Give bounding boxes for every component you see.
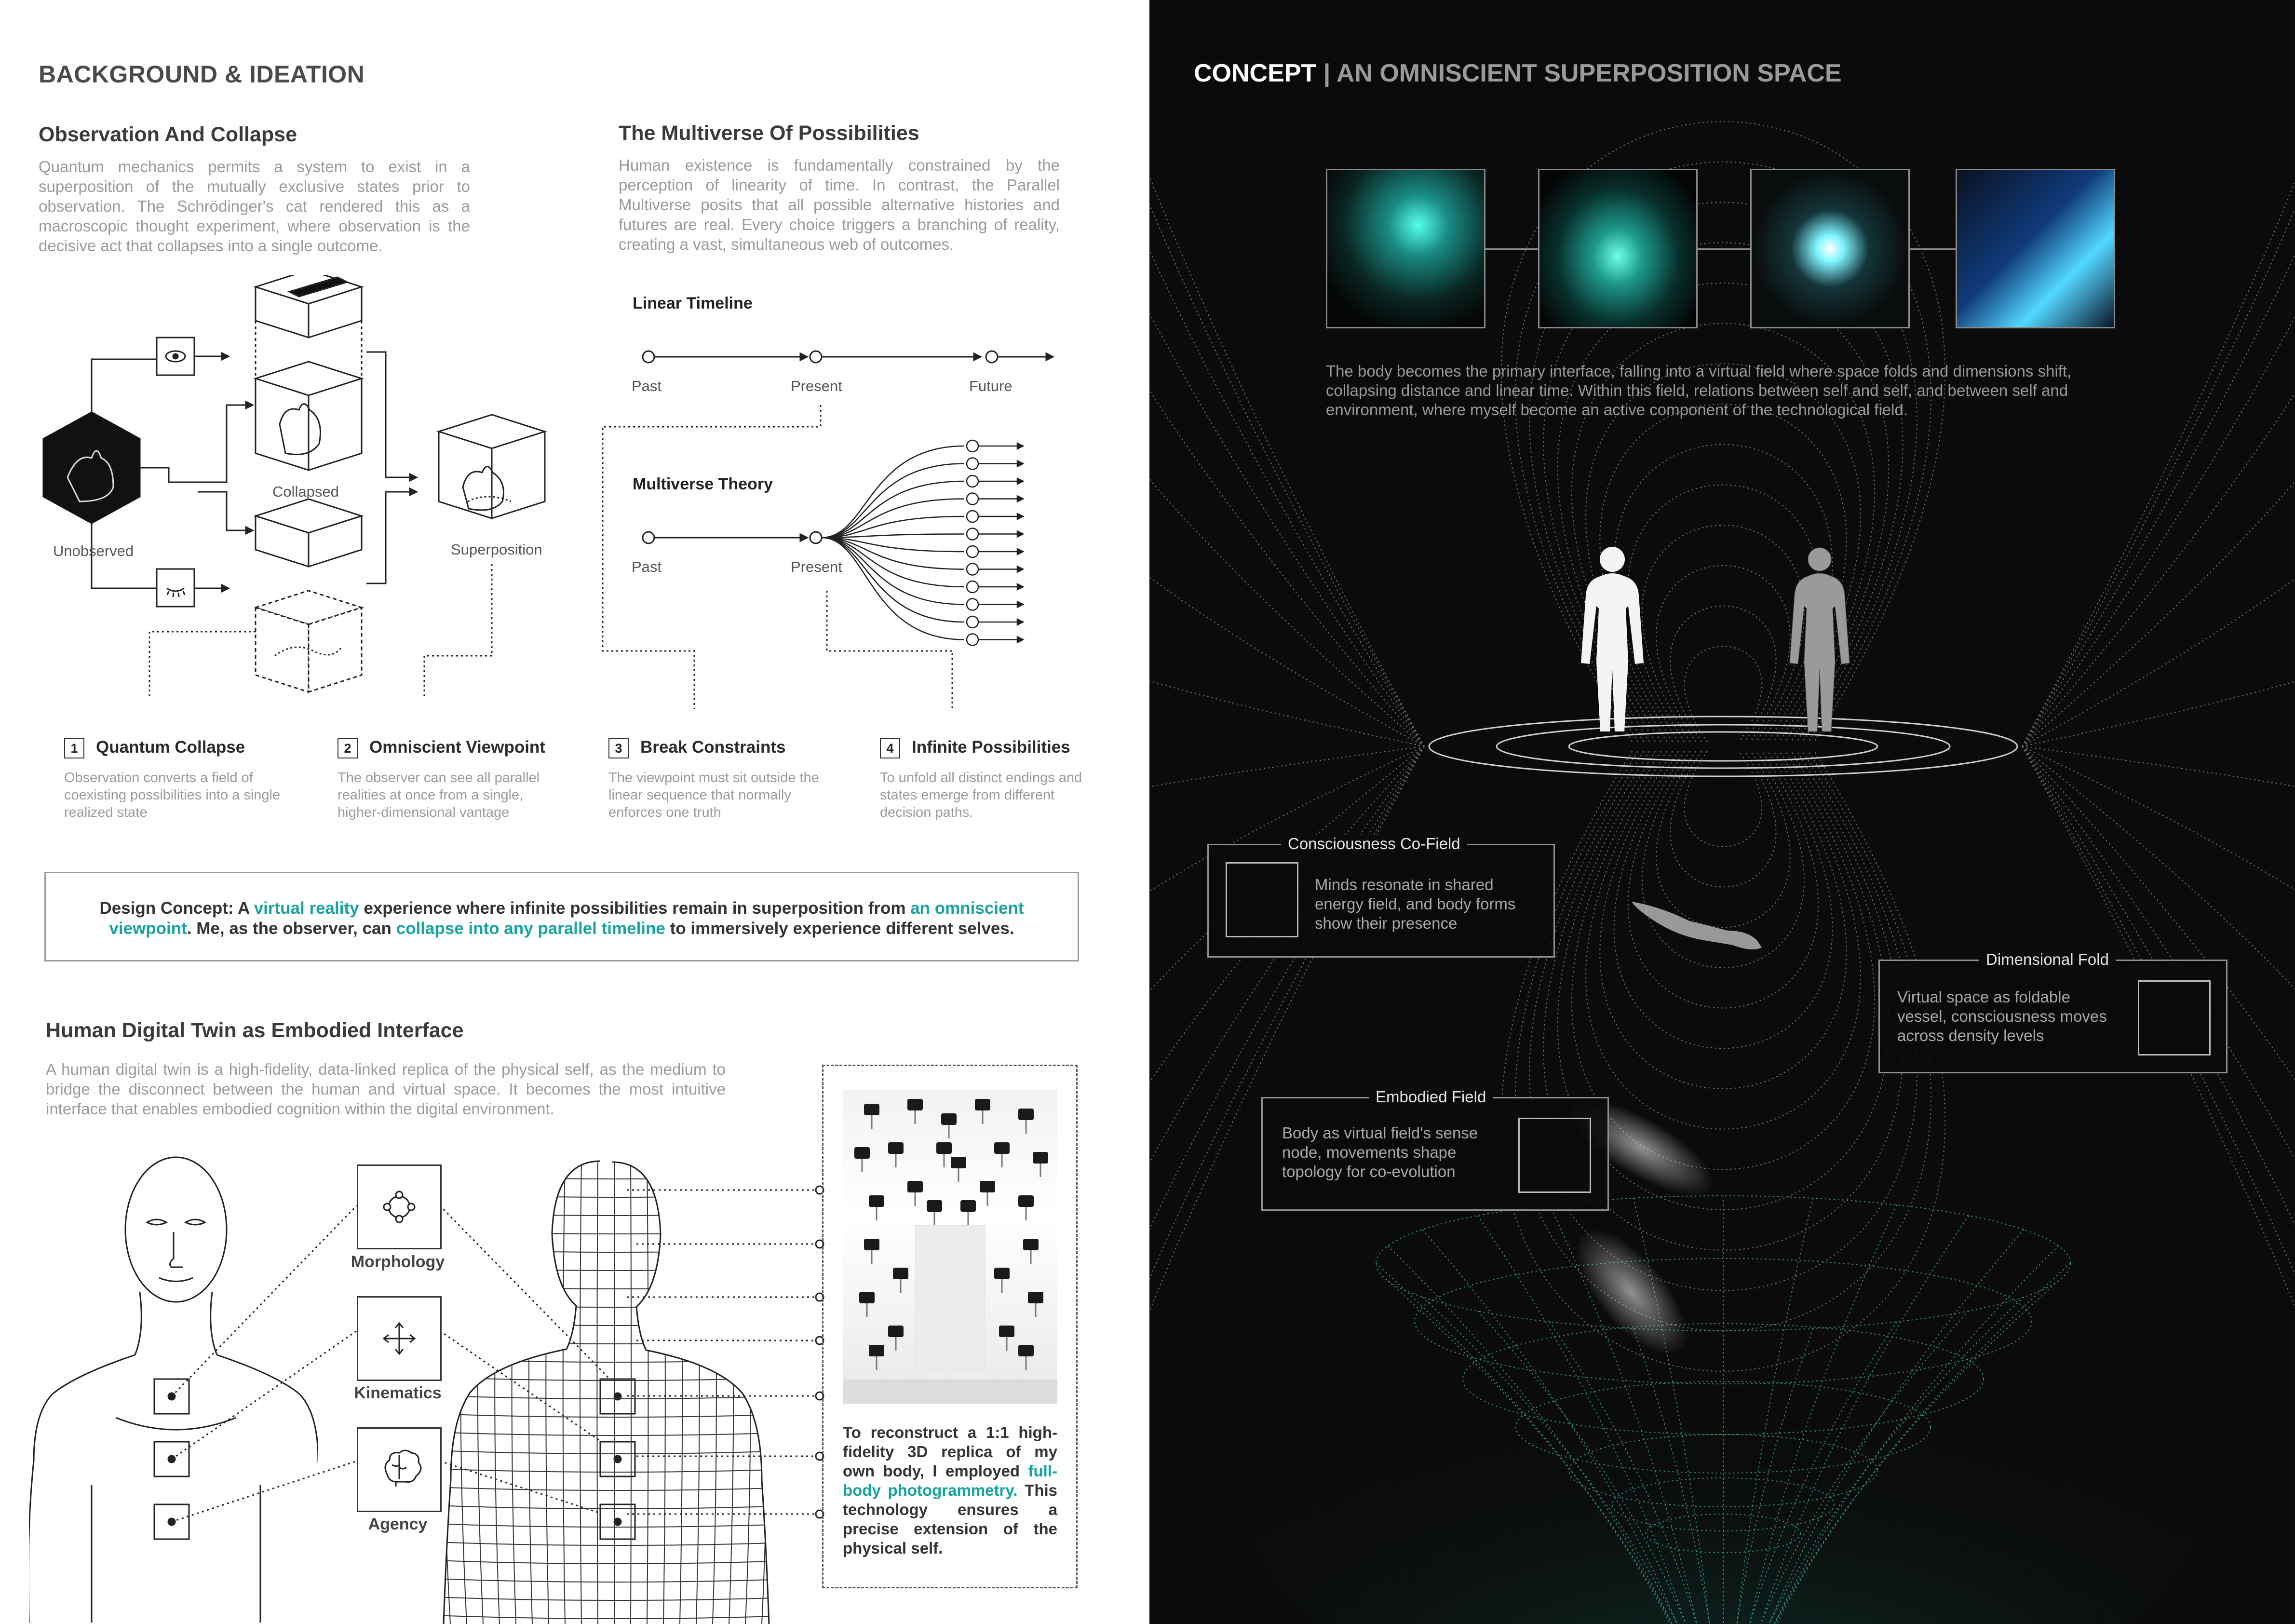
- thumb-hands: [1956, 169, 2115, 328]
- kinematics-label: Kinematics: [354, 1384, 442, 1402]
- branch-node: [967, 564, 978, 575]
- linear-label-future: Future: [969, 378, 1012, 394]
- panel-dimensional-title: Dimensional Fold: [1979, 950, 2116, 969]
- photo-connectors: [627, 1177, 829, 1524]
- camera-mark: [1033, 1152, 1048, 1164]
- branch-node: [967, 634, 978, 646]
- branch-line: [822, 538, 964, 622]
- wire-line: [434, 1560, 800, 1564]
- step-4-title: Infinite Possibilities: [912, 738, 1070, 757]
- camera-mark: [1018, 1109, 1034, 1120]
- concept-thumbnails: [1326, 169, 2146, 328]
- photogrammetry-photo: [843, 1090, 1057, 1404]
- concept-title-sub: AN OMNISCIENT SUPERPOSITION SPACE: [1336, 59, 1842, 87]
- field-line: [1656, 751, 1790, 927]
- camera-mark: [869, 1345, 884, 1356]
- wire-line: [434, 1542, 800, 1545]
- move-arrows-icon: [358, 1298, 440, 1380]
- agency-box: [357, 1427, 442, 1512]
- step-2-number: 2: [338, 738, 358, 758]
- field-line: [1685, 751, 1762, 847]
- wire-line: [495, 1157, 500, 1624]
- branch-arrowhead: [1017, 584, 1023, 590]
- field-line: [2022, 746, 2295, 797]
- panel-dimensional-fold: [1878, 950, 2228, 1073]
- concept-title-separator: |: [1316, 59, 1336, 87]
- label-collapsed: Collapsed: [272, 483, 339, 500]
- branch-line: [822, 464, 964, 538]
- camera-mark: [980, 1181, 995, 1192]
- morphology-label: Morphology: [351, 1253, 445, 1271]
- branch-arrowhead: [1017, 531, 1023, 537]
- field-line: [1685, 646, 1762, 742]
- kinematics-box: [357, 1296, 442, 1381]
- field-line: [2022, 746, 2295, 1412]
- design-concept-part-3: . Me, as the observer, can: [187, 919, 392, 938]
- linear-timeline-title: Linear Timeline: [633, 294, 753, 312]
- branch-arrowhead: [1017, 478, 1023, 484]
- branch-arrowhead: [1017, 637, 1023, 643]
- field-line: [1149, 664, 1424, 746]
- camera-mark: [893, 1268, 908, 1279]
- camera-mark: [854, 1147, 870, 1159]
- multiverse-title: The Multiverse Of Possibilities: [619, 122, 919, 145]
- camera-mark: [975, 1099, 990, 1110]
- field-line: [2022, 535, 2295, 746]
- branch-node: [967, 581, 978, 593]
- branch-node: [967, 528, 978, 540]
- camera-mark: [888, 1326, 904, 1337]
- design-concept-highlight-1: virtual reality: [254, 899, 359, 918]
- observation-text: Quantum mechanics permits a system to exist in a superposition of the mutually exclusive states prior to observation. The Schrödinger's cat rendered this as a macroscopic thought experiment, where observation is the decisive act that collapses into a single outcome.: [39, 158, 470, 255]
- step-1-desc: Observation converts a field of coexisting possibilities into a single realized state: [64, 770, 281, 820]
- branch-arrowhead: [1017, 602, 1023, 608]
- camera-mark: [869, 1195, 884, 1207]
- branch-node: [967, 599, 978, 610]
- caption-pre: To reconstruct a 1:1 high-fidelity 3D replica of my own body, I employed: [843, 1423, 1057, 1480]
- camera-mark: [859, 1292, 875, 1303]
- step-4-number: 4: [880, 738, 900, 758]
- camera-mark: [864, 1239, 879, 1250]
- field-line: [1149, 746, 1424, 797]
- caption-post: This technology ensures a precise extension of the physical self.: [843, 1481, 1057, 1557]
- concept-title: [1194, 59, 1842, 88]
- panel-consciousness-cofield: [1207, 835, 1555, 958]
- design-concept-highlight-2: an omniscient viewpoint: [109, 899, 1024, 938]
- label-superposition: Superposition: [451, 541, 542, 558]
- page-header: BACKGROUND & IDEATION: [39, 61, 365, 88]
- branch-node: [967, 458, 978, 470]
- twin-text: A human digital twin is a high-fidelity, data-linked replica of the physical self, as the medium to bridge the disconnect between the human and virtual space. It becomes the most intuitive interface that enables embodied cognition within the digital environment.: [46, 1060, 726, 1118]
- camera-mark: [927, 1200, 942, 1212]
- design-concept-text: [75, 898, 1049, 939]
- step-3-number: 3: [608, 738, 629, 758]
- thumb-meditation: [1326, 169, 1485, 328]
- field-line: [1628, 751, 1818, 1008]
- camera-rig-image: [843, 1090, 1057, 1404]
- multi-label-past: Past: [632, 558, 662, 575]
- camera-mark: [960, 1200, 976, 1212]
- panel-embodied-text: Body as virtual field's sense node, movements shape topology for co-evolution: [1282, 1124, 1478, 1180]
- photogrammetry-panel: [822, 1065, 1078, 1588]
- field-line: [2022, 664, 2295, 746]
- brain-icon: [358, 1429, 440, 1511]
- design-concept-part-4: to immersively experience different selves.: [670, 919, 1014, 938]
- step-4-desc: To unfold all distinct endings and states emerge from different decision paths.: [880, 770, 1082, 820]
- wire-line: [434, 1597, 800, 1600]
- camera-mark: [994, 1268, 1010, 1279]
- camera-mark: [888, 1142, 904, 1154]
- thumb-diamond: [1750, 169, 1910, 328]
- wire-line: [597, 1157, 598, 1624]
- step-1-title: Quantum Collapse: [96, 738, 245, 757]
- concept-text: The body becomes the primary interface, falling into a virtual field where space folds and dimensions shift, collapsing distance and linear time. Within this field, relations between self and self, and between self and environment, where myself become an active component of the technological field.: [1326, 362, 2072, 419]
- step-4: [880, 738, 1131, 821]
- branch-arrowhead: [1017, 443, 1023, 449]
- branch-line: [822, 446, 964, 538]
- observation-title: Observation And Collapse: [39, 123, 297, 146]
- camera-mark: [907, 1181, 923, 1192]
- camera-mark: [1018, 1195, 1034, 1207]
- branch-arrowhead: [1017, 496, 1023, 502]
- step-2: [338, 738, 588, 821]
- field-line: [1614, 751, 1833, 1048]
- fold-hand-icon: [2138, 980, 2211, 1056]
- step-1: [64, 738, 315, 821]
- field-line: [1670, 751, 1776, 887]
- wire-line: [563, 1157, 565, 1624]
- multiverse-theory-title: Multiverse Theory: [633, 475, 773, 493]
- design-concept-highlight-3: collapse into any parallel timeline: [396, 919, 665, 938]
- step-3-title: Break Constraints: [640, 738, 786, 757]
- branch-node: [967, 440, 978, 452]
- design-concept-lead: Design Concept:: [99, 899, 234, 918]
- wire-line: [546, 1157, 549, 1624]
- step-2-title: Omniscient Viewpoint: [369, 738, 545, 757]
- field-line: [1149, 535, 1424, 746]
- branch-arrowhead: [1017, 514, 1023, 519]
- panel-embodied-title: Embodied Field: [1369, 1088, 1493, 1106]
- field-line: [1628, 485, 1818, 742]
- field-line: [2022, 412, 2295, 746]
- wire-line: [478, 1157, 483, 1624]
- multiverse-text: Human existence is fundamentally constrained by the perception of linearity of time. In contrast, the Parallel Multiverse posits that all possible alternative histories and futures are real. Every choice triggers a branching of reality, creating a vast, simultaneous web of outcomes.: [619, 156, 1060, 253]
- camera-mark: [994, 1142, 1010, 1154]
- branch-arrowhead: [1017, 619, 1023, 625]
- twin-title: Human Digital Twin as Embodied Interface: [46, 1019, 464, 1042]
- camera-mark: [1023, 1239, 1039, 1250]
- step-1-number: 1: [64, 738, 84, 758]
- wire-line: [434, 1157, 800, 1161]
- field-line: [1642, 525, 1804, 742]
- label-unobserved: Unobserved: [53, 542, 134, 559]
- design-concept-part-2: experience where infinite possibilities remain in superposition from: [364, 899, 906, 918]
- hand-icon: [1518, 1118, 1591, 1193]
- design-concept-part-1: A: [237, 899, 249, 918]
- step-3: [608, 738, 859, 821]
- morphology-box: [357, 1164, 442, 1249]
- camera-mark: [864, 1104, 879, 1115]
- branch-node: [967, 511, 978, 522]
- camera-mark: [1018, 1345, 1034, 1356]
- panel-dimensional-text: Virtual space as foldable vessel, consciousness moves across density levels: [1897, 988, 2107, 1044]
- panel-embodied-field: [1261, 1088, 1609, 1211]
- camera-mark: [999, 1326, 1014, 1337]
- multi-label-present: Present: [791, 558, 842, 575]
- nodes-icon: [358, 1166, 440, 1248]
- branch-node: [967, 475, 978, 487]
- wire-line: [461, 1157, 467, 1624]
- branch-arrowhead: [1017, 567, 1023, 572]
- wire-line: [580, 1157, 581, 1624]
- handshake-icon: [1226, 862, 1298, 937]
- agency-label: Agency: [368, 1515, 428, 1533]
- field-line: [1149, 412, 1424, 746]
- camera-mark: [907, 1099, 923, 1110]
- branch-node: [967, 616, 978, 628]
- wire-line: [512, 1157, 516, 1624]
- camera-mark: [951, 1157, 966, 1168]
- branch-node: [967, 546, 978, 557]
- field-line: [1656, 566, 1790, 742]
- linear-label-past: Past: [632, 378, 662, 394]
- camera-mark: [1028, 1292, 1043, 1303]
- right-page: [1149, 0, 2295, 1624]
- concept-title-main: CONCEPT: [1194, 59, 1317, 87]
- panel-consciousness-title: Consciousness Co-Field: [1281, 835, 1467, 853]
- panel-consciousness-text: Minds resonate in shared energy field, and body forms show their presence: [1315, 876, 1516, 932]
- photogrammetry-caption: [843, 1423, 1057, 1558]
- thumb-tunnel: [1538, 169, 1698, 328]
- wire-line: [434, 1524, 800, 1527]
- branch-node: [967, 493, 978, 505]
- field-line: [2022, 746, 2295, 928]
- wire-line: [434, 1579, 800, 1582]
- branch-line: [822, 538, 964, 640]
- branch-arrowhead: [1017, 549, 1023, 555]
- step-2-desc: The observer can see all parallel realities at once from a single, higher-dimensional vantage: [338, 770, 540, 820]
- camera-mark: [941, 1113, 957, 1125]
- branch-arrowhead: [1017, 461, 1023, 467]
- caption-highlight: full-body photogrammetry.: [843, 1462, 1058, 1499]
- camera-mark: [936, 1142, 952, 1154]
- linear-label-present: Present: [791, 378, 842, 394]
- step-3-desc: The viewpoint must sit outside the linear sequence that normally enforces one truth: [608, 770, 819, 820]
- design-concept-box: [44, 872, 1079, 961]
- wire-line: [529, 1157, 532, 1624]
- field-line: [1670, 606, 1776, 742]
